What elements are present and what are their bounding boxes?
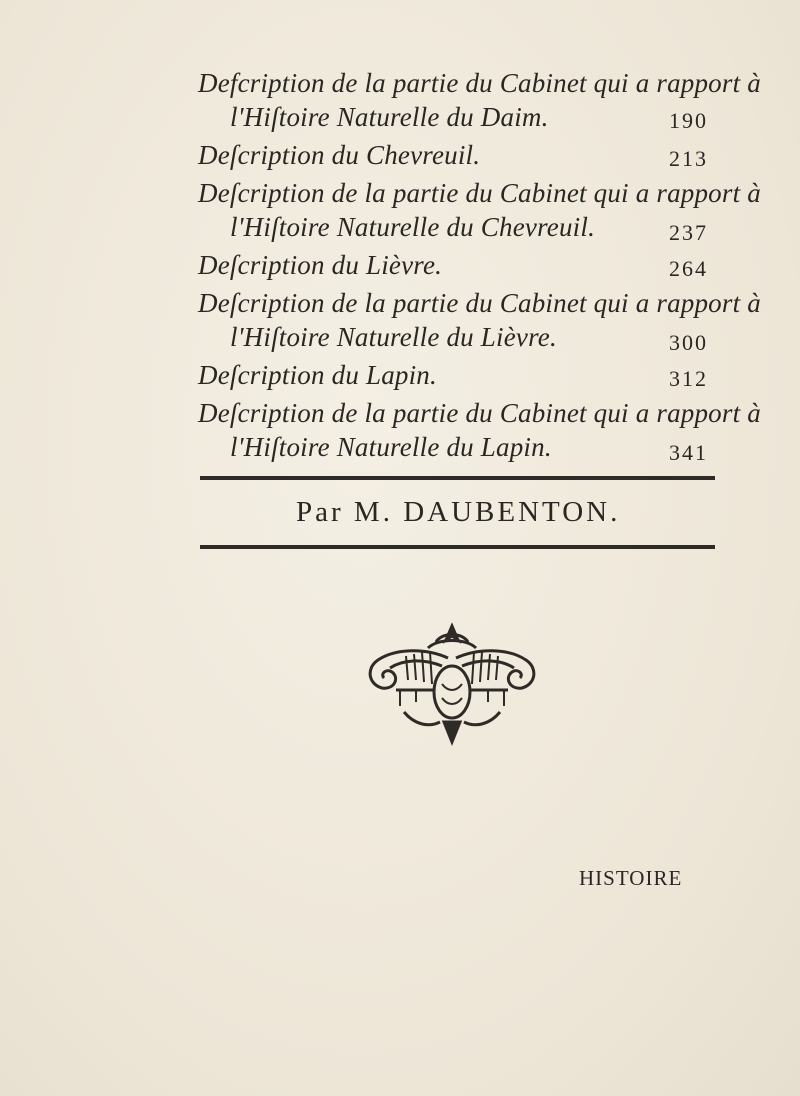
toc-entry-line: l'Hiſtoire Naturelle du Lièvre. bbox=[230, 322, 557, 352]
fleuron-ornament-icon bbox=[356, 618, 548, 748]
toc-entry-line: Defcription de la partie du Cabinet qui a rapport à bbox=[198, 68, 761, 98]
author-line bbox=[296, 496, 620, 529]
toc-entry-line: Deſcription du Chevreuil. bbox=[198, 140, 481, 170]
toc-entry-line: l'Hiſtoire Naturelle du Daim. bbox=[230, 102, 549, 132]
top-rule bbox=[200, 476, 715, 480]
page-number: 341 bbox=[669, 440, 708, 465]
toc-entry bbox=[198, 248, 718, 282]
toc-entry-line: Deſcription de la partie du Cabinet qui a rapport à bbox=[198, 288, 761, 318]
page-number: 264 bbox=[669, 256, 708, 281]
toc-entry bbox=[198, 286, 761, 355]
page-number: 237 bbox=[669, 220, 708, 245]
bottom-rule bbox=[200, 545, 715, 549]
page-number: 312 bbox=[669, 366, 708, 391]
page-number: 213 bbox=[669, 146, 708, 171]
toc-entry bbox=[198, 176, 761, 245]
toc-entry-line: Deſcription du Lapin. bbox=[198, 360, 437, 390]
page-number: 190 bbox=[669, 108, 708, 133]
catchword: HISTOIRE bbox=[579, 866, 683, 890]
toc-entry bbox=[198, 66, 761, 134]
toc-entry bbox=[198, 358, 718, 392]
toc-entry-line: Deſcription de la partie du Cabinet qui a rapport à bbox=[198, 178, 761, 208]
table-of-contents bbox=[198, 66, 761, 465]
toc-entry-line: Deſcription du Lièvre. bbox=[198, 250, 443, 280]
toc-entry bbox=[198, 396, 761, 465]
toc-entry bbox=[198, 138, 718, 172]
author-prefix: Par M. bbox=[296, 496, 393, 528]
author-name: DAUBENTON. bbox=[403, 496, 621, 528]
toc-entry-line: l'Hiſtoire Naturelle du Lapin. bbox=[230, 432, 552, 462]
toc-entry-line: l'Hiſtoire Naturelle du Chevreuil. bbox=[230, 212, 596, 242]
toc-entry-line: Deſcription de la partie du Cabinet qui a rapport à bbox=[198, 398, 761, 428]
page-number: 300 bbox=[669, 330, 708, 355]
